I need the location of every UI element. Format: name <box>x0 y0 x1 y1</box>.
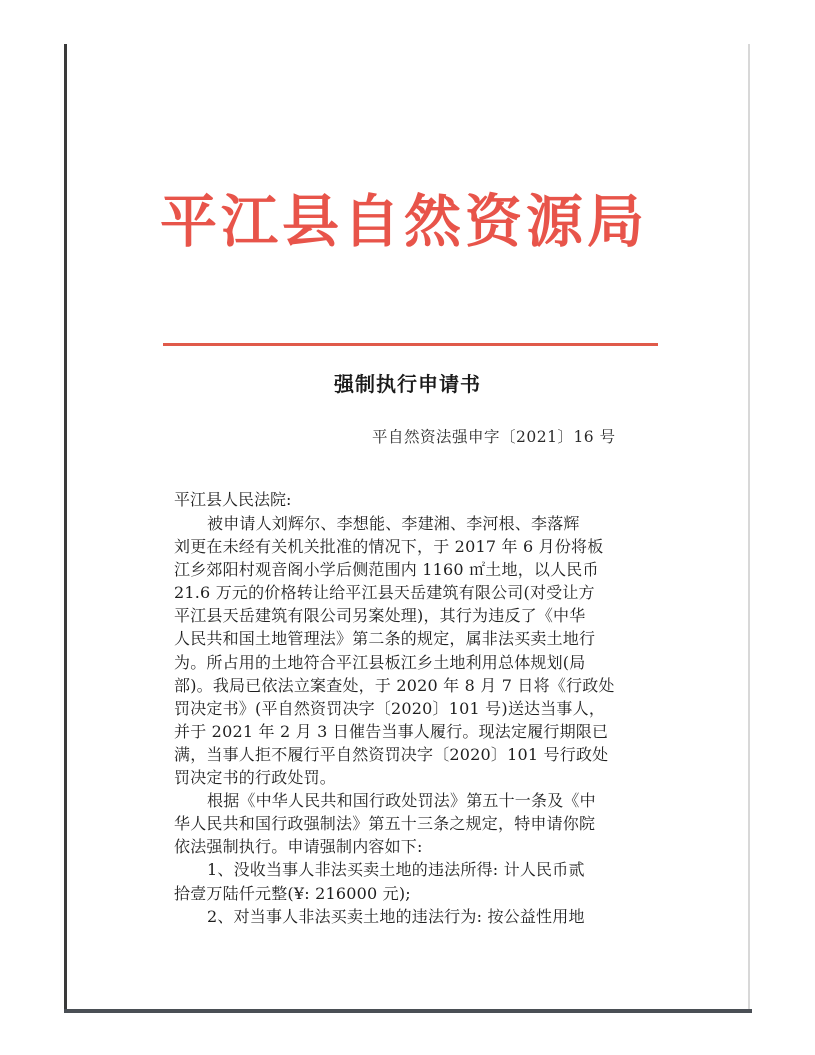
body-line: 2、对当事人非法买卖土地的违法行为: 按公益性用地 <box>207 906 585 926</box>
body-line: 刘更在未经有关机关批准的情况下，于 2017 年 6 月份将板 <box>174 537 604 557</box>
document-body <box>174 512 654 928</box>
scan-right-edge <box>748 44 750 1012</box>
body-line: 满，当事人拒不履行平自然资罚决字〔2020〕101 号行政处 <box>174 744 609 764</box>
document-number: 平自然资法强申字〔2021〕16 号 <box>372 428 616 446</box>
letterhead-red-rule <box>163 343 658 346</box>
body-line: 罚决定书的行政处罚。 <box>174 768 337 788</box>
body-line: 被申请人刘辉尔、李想能、李建湘、李河根、李落辉 <box>207 514 580 533</box>
addressee: 平江县人民法院: <box>174 490 292 509</box>
body-line: 根据《中华人民共和国行政处罚法》第五十一条及《中 <box>207 791 596 811</box>
body-line: 部)。我局已依法立案查处，于 2020 年 8 月 7 日将《行政处 <box>174 675 615 695</box>
body-line: 21.6 万元的价格转让给平江县天岳建筑有限公司(对受让方 <box>174 583 595 603</box>
body-line: 罚决定书》(平自然资罚决字〔2020〕101 号)送达当事人， <box>174 698 606 718</box>
document-title: 强制执行申请书 <box>334 372 481 396</box>
body-line: 1、没收当事人非法买卖土地的违法所得: 计人民币贰 <box>207 860 585 880</box>
body-line: 华人民共和国行政强制法》第五十三条之规定，特申请你院 <box>174 814 596 834</box>
body-line: 依法强制执行。申请强制内容如下: <box>174 837 423 857</box>
body-line: 并于 2021 年 2 月 3 日催告当事人履行。现法定履行期限已 <box>174 721 609 741</box>
agency-letterhead-title: 平江县自然资源局 <box>160 188 648 255</box>
body-line: 江乡郊阳村观音阁小学后侧范围内 1160 ㎡土地，以人民币 <box>174 560 599 580</box>
scan-bottom-edge <box>64 1009 752 1013</box>
body-line: 平江县天岳建筑有限公司另案处理)，其行为违反了《中华 <box>174 606 586 626</box>
body-line: 拾壹万陆仟元整(¥: 216000 元); <box>174 883 411 903</box>
body-line: 为。所占用的土地符合平江县板江乡土地利用总体规划(局 <box>174 652 586 672</box>
scan-left-edge <box>64 44 67 1012</box>
body-line: 人民共和国土地管理法》第二条的规定，属非法买卖土地行 <box>174 629 596 649</box>
